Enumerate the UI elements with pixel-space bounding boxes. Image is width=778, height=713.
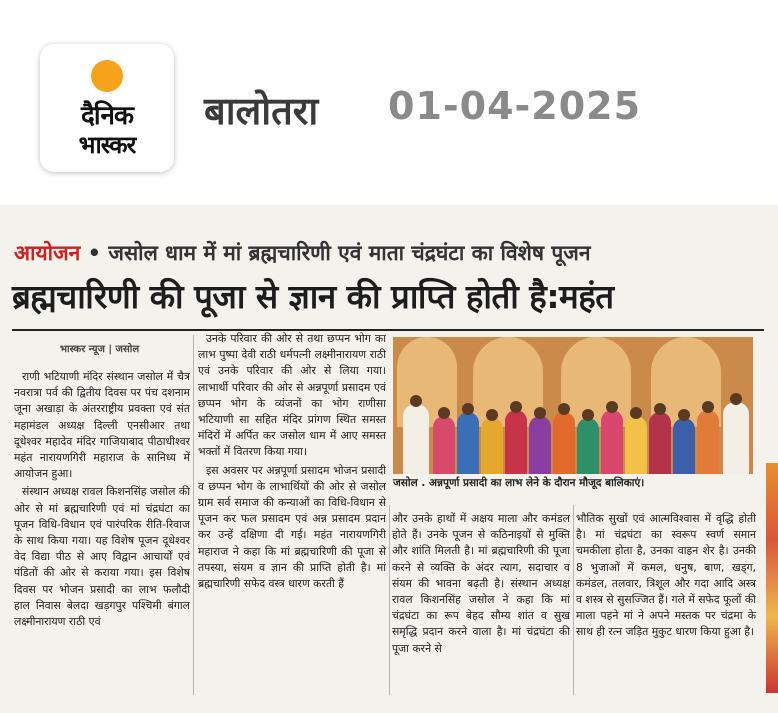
logo-text-line2: भास्कर	[78, 131, 136, 159]
photo-caption: जसोल . अन्नपूर्णा प्रसादी का लाभ लेने के दौरान मौजूद बालिकाएं।	[393, 477, 645, 489]
kicker-text: जसोल धाम में मां ब्रह्मचारिणी एवं माता चंद्रघंटा का विशेष पूजन	[108, 241, 591, 265]
article-column-3	[392, 511, 570, 697]
sun-icon	[91, 60, 123, 92]
article-headline: ब्रह्मचारिणी की पूजा से ज्ञान की प्राप्ति होती है:महंत	[12, 277, 614, 316]
article-column-2	[198, 331, 386, 687]
column-divider	[389, 505, 390, 695]
paragraph: राणी भटियाणी मंदिर संस्थान जसोल में चैत्र नवरात्रा पर्व की द्वितीय दिवस पर पंच दशनाम जूना अखाड़ा के अंतरराष्ट्रीय प्रवक्ता एवं संत महामंडल अध्यक्ष दिल्ली एनसीआर तथा दूधेश्वर महादेव मंदिर गाजियाबाद पीठाधीश्वर महंत नारायणगिरी महाराज के सानिध्य में आयोजन हुआ।	[14, 370, 190, 481]
edition-date: 01-04-2025	[388, 84, 642, 128]
column-divider	[193, 335, 194, 695]
city-name: बालोतरा	[204, 89, 319, 133]
page-header	[0, 0, 778, 205]
paragraph: संस्थान अध्यक्ष रावल किशनसिंह जसोल की ओर से मां ब्रह्मचारिणी एवं मां चंद्रघंटा का पूजन विधि-विधान एवं पारंपरिक रीति-रिवाज के साथ किया गया। यह विशेष पूजन दूधेश्वर वेद विद्या पीठ से आए विद्वान आचार्यों एवं पंडितों की ओर से कराया गया। इस विशेष दिवस पर भोजन प्रसादी का लाभ फलौदी हाल निवास बेलदा खड़गपुर पश्चिमी बंगाल लक्ष्मीनारायण राठी एवं	[14, 485, 190, 629]
dainik-bhaskar-logo	[40, 44, 174, 172]
headline-rule	[12, 329, 764, 331]
article-photo	[393, 337, 753, 474]
paragraph: और उनके हाथों में अक्षय माला और कमंडल होते हैं। उनके पूजन से कठिनाइयों से मुक्ति और शांति मिलती है। मां ब्रह्मचारिणी की पूजा करने से व्यक्ति के अंदर त्याग, सदाचार व संयम की भावना बढ़ती है। संस्थान अध्यक्ष रावल किशनसिंह जसोल ने कहा कि मां चंद्रघंटा का रूप बेहद सौम्य शांत व सुख समृद्धि प्रदान करने वाला है। मां चंद्रघंटा की पूजा करने से	[392, 512, 570, 655]
article-column-4	[576, 511, 756, 697]
article-byline: भास्कर न्यूज | जसोल	[60, 344, 140, 355]
paragraph: उनके परिवार की ओर से तथा छप्पन भोग का लाभ पुष्पा देवी राठी धर्मपत्नी लक्ष्मीनारायण राठी एवं उनके परिवार की ओर से लिया गया। लाभार्थी परिवार की ओर से अन्नपूर्णा प्रसादम एवं छप्पन भोग के व्यंजनों का भोग राणीसा भटियाणी सा सहित मंदिर प्रांगण स्थित समस्त मंदिरों में अर्पित कर जसोल धाम में आए समस्त भक्तों में वितरण किया गया।	[198, 332, 386, 459]
newspaper-clipping	[0, 205, 778, 713]
logo-text-line1: दैनिक	[81, 101, 133, 131]
kicker-bullet: •	[87, 241, 102, 265]
article-kicker	[14, 239, 591, 267]
column-divider	[573, 505, 574, 695]
kicker-tag: आयोजन	[14, 241, 81, 265]
adjacent-clipping-edge	[766, 463, 778, 693]
article-column-1	[14, 369, 190, 689]
paragraph: इस अवसर पर अन्नपूर्णा प्रसादम भोजन प्रसादी व छप्पन भोग के लाभार्थियों की ओर से जसोल ग्राम सर्व समाज की कन्याओं का विधि-विधान से पूजन कर फल प्रसादम एवं अन्न प्रसादम प्रदान कर उन्हें दक्षिणा दी गई। महंत नारायणगिरी महाराज ने कहा कि मां ब्रह्मचारिणी की पूजा से तपस्या, संयम व ज्ञान की प्राप्ति होती है। मां ब्रह्मचारिणी सफेद वस्त्र धारण करती हैं	[198, 463, 386, 591]
paragraph: भौतिक सुखों एवं आत्मविश्वास में वृद्धि होती है। मां चंद्रघंटा का स्वरूप स्वर्ण समान चमकीला होता है, उनका वाहन शेर है। उनकी 8 भुजाओं में कमल, धनुष, बाण, खड्ग, कमंडल, तलवार, त्रिशूल और गदा आदि अस्त्र व शस्त्र से सुसज्जित हैं। गले में सफेद फूलों की माला पहने मां ने अपने मस्तक पर चंद्रमा के साथ ही रत्न जड़ित मुकुट धारण किया हुआ है।	[576, 512, 756, 639]
